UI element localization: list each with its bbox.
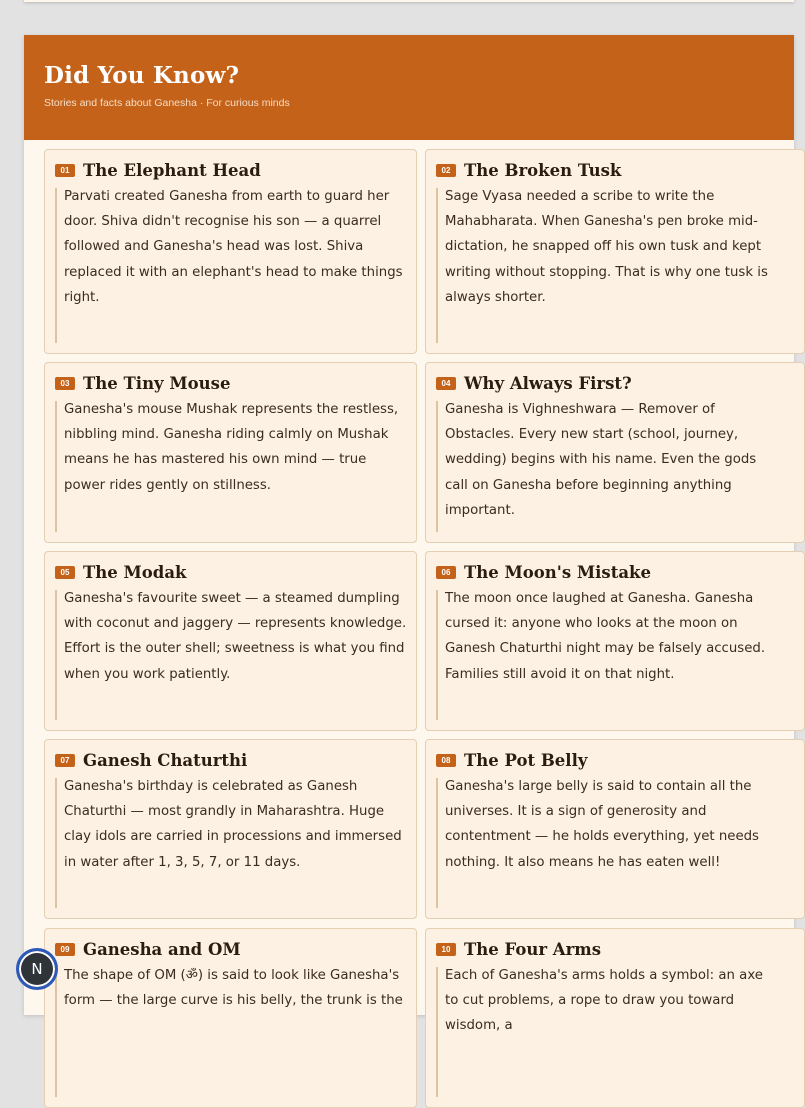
fact-card [425,928,805,1108]
fact-number-badge: 04 [436,377,456,390]
fact-accent-rule [436,188,438,343]
fact-number-badge: 03 [55,377,75,390]
fact-body: Each of Ganesha's arms holds a symbol: an axe to cut problems, a rope to draw you toward wisdom, a [445,968,763,1034]
fact-number-badge: 08 [436,754,456,767]
fact-title: The Four Arms [464,939,602,959]
panel-header [24,35,794,140]
fact-card-header [436,749,587,771]
fact-card-header [55,372,230,394]
fact-body: Ganesha's birthday is celebrated as Ganesh Chaturthi — most grandly in Maharashtra. Huge clay idols are carried in processions and immersed in water after 1, 3, 5, 7, or 11 days. [64,779,402,870]
user-avatar-button[interactable] [16,948,58,990]
fact-body: Ganesha's mouse Mushak represents the restless, nibbling mind. Ganesha riding calmly on Mushak means he has mastered his own mind — true power rides gently on stillness. [64,402,399,493]
fact-card [425,551,805,731]
fact-title: Why Always First? [464,373,632,393]
fact-card-header [436,372,632,394]
fact-title: The Elephant Head [83,160,261,180]
fact-body: Ganesha is Vighneshwara — Remover of Obstacles. Every new start (school, journey, wedding) begins with his name. Even the gods call on Ganesha before beginning anything important. [445,402,757,518]
fact-accent-rule [436,401,438,532]
fact-number-badge: 07 [55,754,75,767]
fact-number-badge: 02 [436,164,456,177]
fact-number-badge: 09 [55,943,75,956]
fact-body: Ganesha's favourite sweet — a steamed dumpling with coconut and jaggery — represents knowledge. Effort is the outer shell; sweetness is what you find when you work patiently. [64,591,407,682]
fact-accent-rule [55,778,57,908]
fact-body: Sage Vyasa needed a scribe to write the Mahabharata. When Ganesha's pen broke mid-dictation, he snapped off his own tusk and kept writing without stopping. That is why one tusk is always shorter. [445,189,768,305]
did-you-know-panel [24,35,794,1034]
fact-accent-rule [55,590,57,720]
fact-number-badge: 10 [436,943,456,956]
fact-card-header [55,159,261,181]
fact-card-header [55,749,247,771]
fact-card [425,362,805,543]
fact-card-header [55,561,186,583]
fact-title: The Modak [83,562,187,582]
panel-title: Did You Know? [44,62,240,89]
fact-card [44,362,417,543]
fact-number-badge: 05 [55,566,75,579]
fact-card [44,551,417,731]
fact-title: The Tiny Mouse [83,373,231,393]
fact-accent-rule [436,967,438,1097]
fact-number-badge: 06 [436,566,456,579]
fact-number-badge: 01 [55,164,75,177]
fact-card [44,928,417,1108]
fact-card-header [436,938,601,960]
fact-accent-rule [55,967,57,1097]
panel-subtitle: Stories and facts about Ganesha · For curious minds [44,97,290,109]
fact-accent-rule [436,590,438,720]
fact-card-header [436,159,621,181]
fact-body: The shape of OM (ॐ) is said to look like Ganesha's form — the large curve is his belly, the trunk is the [64,968,403,1009]
fact-accent-rule [436,778,438,908]
fact-body: Ganesha's large belly is said to contain all the universes. It is a sign of generosity and contentment — he holds everything, yet needs nothing. It also means he has eaten well! [445,779,759,870]
fact-title: The Broken Tusk [464,160,622,180]
fact-accent-rule [55,401,57,532]
fact-card [44,149,417,354]
fact-title: Ganesh Chaturthi [83,750,248,770]
fact-title: The Moon's Mistake [464,562,651,582]
fact-card [44,739,417,919]
fact-body: Parvati created Ganesha from earth to guard her door. Shiva didn't recognise his son — a quarrel followed and Ganesha's head was lost. Shiva replaced it with an elephant's head to make things right. [64,189,403,305]
fact-title: Ganesha and OM [83,939,241,959]
fact-body: The moon once laughed at Ganesha. Ganesha cursed it: anyone who looks at the moon on Ganesh Chaturthi night may be falsely accused. Families still avoid it on that night. [445,591,766,682]
avatar-initial: N [31,960,43,978]
fact-card-header [55,938,241,960]
previous-section-card [24,0,794,2]
fact-card [425,739,805,919]
fact-card-header [436,561,651,583]
fact-card [425,149,805,354]
fact-accent-rule [55,188,57,343]
fact-title: The Pot Belly [464,750,588,770]
